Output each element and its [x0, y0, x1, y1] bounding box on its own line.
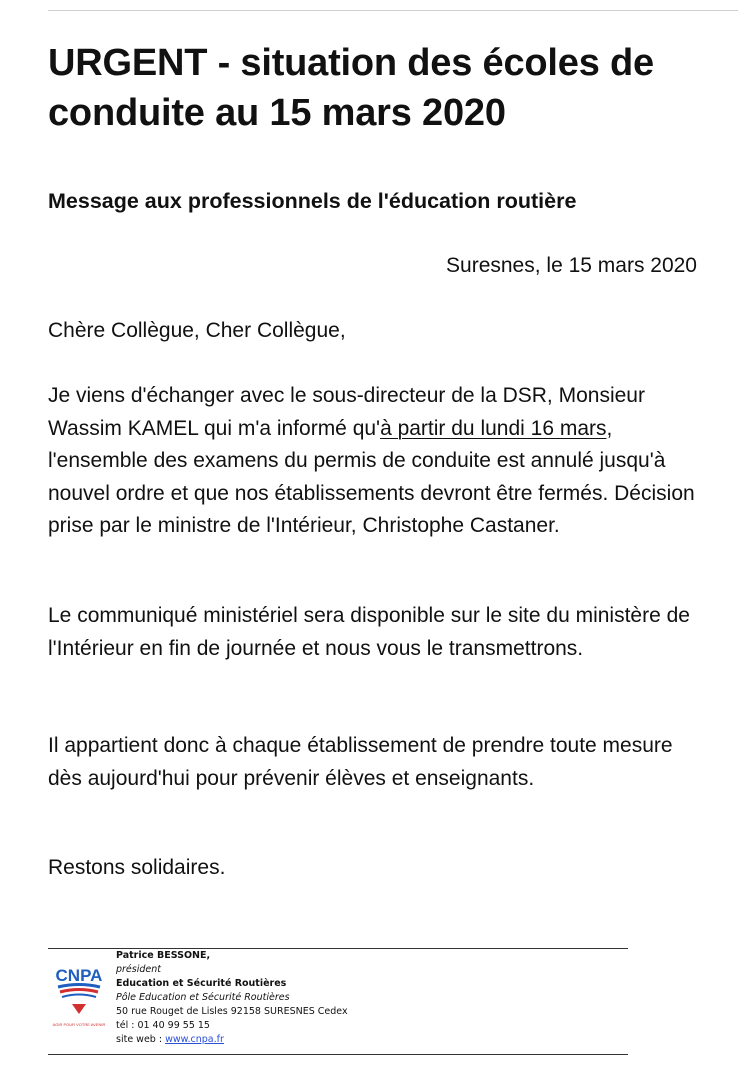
document-subtitle: Message aux professionnels de l'éducation routière — [48, 189, 577, 213]
organization-division: Pôle Education et Sécurité Routières — [116, 992, 290, 1003]
signature-block — [116, 949, 348, 1047]
logo-triangle — [72, 1004, 86, 1014]
organization-name: Education et Sécurité Routières — [116, 978, 287, 989]
logo-caption: AGIR POUR VOTRE AVENIR — [52, 1022, 106, 1027]
top-divider — [48, 10, 738, 11]
logo-swoosh-red — [60, 990, 98, 993]
document-title: URGENT - situation des écoles de conduite au 15 mars 2020 — [48, 42, 654, 134]
organization-address: 50 rue Rouget de Lisles 92158 SURESNES Cedex — [116, 1006, 348, 1017]
logo-swoosh-blue — [58, 985, 100, 988]
logo-swoosh-thin — [62, 995, 96, 998]
paragraph-announcement — [48, 380, 708, 543]
paragraph-announcement-end: , l'ensemble des examens du permis de conduite est annulé jusqu'à nouvel ordre et que nos établissements devront être fermés. Décision prise par le ministre de l'Intérieur, Christophe Castaner. — [48, 416, 695, 537]
paragraph-announcement-start: Je viens d'échanger avec le sous-directeur de la DSR, Monsieur Wassim KAMEL qui m'a informé qu' — [48, 384, 645, 440]
date-line: Suresnes, le 15 mars 2020 — [446, 254, 697, 277]
closing-line: Restons solidaires. — [48, 856, 226, 879]
cnpa-logo-graphic — [50, 960, 108, 1022]
effective-date-emphasis: à partir du lundi 16 mars — [380, 416, 607, 440]
organization-phone: tél : 01 40 99 55 15 — [116, 1020, 210, 1031]
paragraph-communique: Le communiqué ministériel sera disponible sur le site du ministère de l'Intérieur en fin de journée et nous vous le transmettrons. — [48, 604, 690, 660]
paragraph-instructions: Il appartient donc à chaque établissement de prendre toute mesure dès aujourd'hui pour prévenir élèves et enseignants. — [48, 734, 673, 790]
signature-bottom-divider — [48, 1054, 628, 1055]
website-label: site web : — [116, 1034, 166, 1045]
cnpa-logo — [50, 960, 108, 1030]
website-link[interactable]: www.cnpa.fr — [165, 1034, 224, 1045]
signatory-role: président — [116, 964, 161, 975]
signatory-name: Patrice BESSONE, — [116, 950, 211, 961]
salutation: Chère Collègue, Cher Collègue, — [48, 319, 346, 342]
organization-website — [116, 1033, 348, 1047]
cnpa-logo-wordmark: CNPA — [55, 966, 103, 985]
